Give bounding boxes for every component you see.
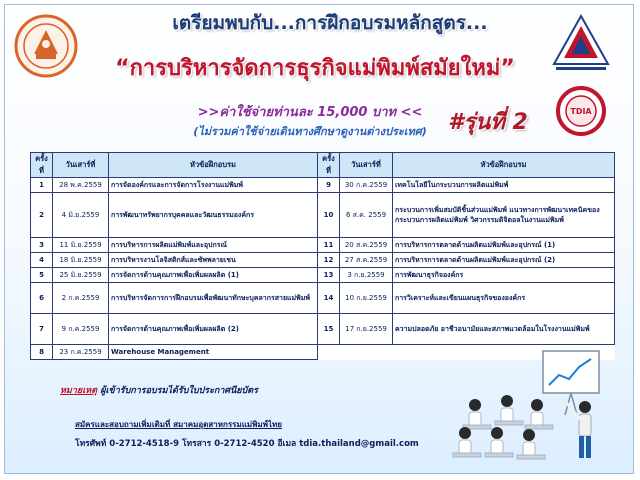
price-note: (ไม่รวมค่าใช้จ่ายเดินทางศึกษาดูงานต่างประเทศ) xyxy=(193,125,427,138)
col-header-topic: หัวข้อฝึกอบรม xyxy=(109,153,318,178)
session-number: 8 xyxy=(31,345,53,360)
col-header-date: วันเสาร์ที่ xyxy=(340,153,393,178)
col-header-date: วันเสาร์ที่ xyxy=(53,153,109,178)
session-date: 9 ก.ค.2559 xyxy=(53,314,109,345)
remark-text: ผู้เข้ารับการอบรมได้รับใบประกาศนียบัตร xyxy=(100,386,258,396)
session-topic: กระบวนการเพิ่มสมบัติชิ้นส่วนแม่พิมพ์ แนวทางการพัฒนาเทคนิคของกระบวนการผลิตแม่พิมพ์ วิศวกรรมดิจิตอลในงานแม่พิมพ์ xyxy=(393,193,615,238)
session-number: 12 xyxy=(318,253,340,268)
table-row xyxy=(31,314,615,345)
col-header-topic: หัวข้อฝึกอบรม xyxy=(393,153,615,178)
table-row xyxy=(31,238,615,253)
col-header-session: ครั้งที่ xyxy=(318,153,340,178)
session-date: 28 พ.ค.2559 xyxy=(53,178,109,193)
table-row xyxy=(31,268,615,283)
session-date: 18 มิ.ย.2559 xyxy=(53,253,109,268)
session-number: 14 xyxy=(318,283,340,314)
session-number: 13 xyxy=(318,268,340,283)
session-date: 6 ส.ค. 2559 xyxy=(340,193,393,238)
tdia-badge-icon xyxy=(556,86,606,136)
session-date: 20 ส.ค.2559 xyxy=(340,238,393,253)
session-number: 9 xyxy=(318,178,340,193)
institute-seal-logo xyxy=(14,14,78,78)
session-topic: Warehouse Management xyxy=(109,345,318,360)
session-number: 2 xyxy=(31,193,53,238)
session-number: 6 xyxy=(31,283,53,314)
session-number: 4 xyxy=(31,253,53,268)
session-topic: การพัฒนาทรัพยากรบุคคลและวัฒนธรรมองค์กร xyxy=(109,193,318,238)
contact-line: สมัครและสอบถามเพิ่มเติมที่ สมาคมอุตสาหกรรมแม่พิมพ์ไทย xyxy=(75,420,282,429)
association-triangle-logo xyxy=(550,12,612,74)
table-row xyxy=(31,283,615,314)
table-row xyxy=(31,193,615,238)
session-date: 11 มิ.ย.2559 xyxy=(53,238,109,253)
session-number: 10 xyxy=(318,193,340,238)
batch-number: #รุ่นที่ 2 xyxy=(448,110,528,135)
session-topic: การพัฒนาธุรกิจองค์กร xyxy=(393,268,615,283)
classroom-illustration xyxy=(445,345,610,465)
session-date: 3 ก.ย.2559 xyxy=(340,268,393,283)
session-date: 30 ก.ค.2559 xyxy=(340,178,393,193)
session-topic: การจัดการด้านคุณภาพเพื่อเพิ่มผลผลิต (2) xyxy=(109,314,318,345)
session-topic: การบริหารการตลาดด้านผลิตแม่พิมพ์และอุปกรณ์ (1) xyxy=(393,238,615,253)
empty-cell xyxy=(340,345,393,360)
session-topic: การบริหารจัดการการฝึกอบรมเพื่อพัฒนาทักษะบุคลากรสายแม่พิมพ์ xyxy=(109,283,318,314)
session-topic: การบริหารการตลาดด้านผลิตแม่พิมพ์และอุปกรณ์ (2) xyxy=(393,253,615,268)
session-date: 4 มิ.ย.2559 xyxy=(53,193,109,238)
session-topic: การบริหารการผลิตแม่พิมพ์และอุปกรณ์ xyxy=(109,238,318,253)
session-number: 1 xyxy=(31,178,53,193)
schedule-table xyxy=(30,152,615,360)
headline: เตรียมพบกับ...การฝึกอบรมหลักสูตร... xyxy=(172,12,488,34)
session-topic: การบริหารงานโลจิสติกส์และซัพพลายเชน xyxy=(109,253,318,268)
session-topic: เทคโนโลยีในกระบวนการผลิตแม่พิมพ์ xyxy=(393,178,615,193)
session-topic: การจัดการด้านคุณภาพเพื่อเพิ่มผลผลิต (1) xyxy=(109,268,318,283)
session-number: 11 xyxy=(318,238,340,253)
session-date: 27 ส.ค.2559 xyxy=(340,253,393,268)
remark-label: หมายเหตุ xyxy=(60,386,98,396)
table-header-row xyxy=(31,153,615,178)
session-date: 10 ก.ย.2559 xyxy=(340,283,393,314)
table-row xyxy=(31,178,615,193)
session-date: 23 ก.ค.2559 xyxy=(53,345,109,360)
tdia-logo-text: TDIA xyxy=(570,107,592,116)
contact-details: โทรศัพท์ 0-2712-4518-9 โทรสาร 0-2712-4520 อีเมล tdia.thailand@gmail.com xyxy=(75,439,419,449)
session-topic: การจัดองค์กรและการจัดการโรงงานแม่พิมพ์ xyxy=(109,178,318,193)
session-topic: ความปลอดภัย อาชีวอนามัยและสภาพแวดล้อมในโรงงานแม่พิมพ์ xyxy=(393,314,615,345)
course-title: “การบริหารจัดการธุรกิจแม่พิมพ์สมัยใหม่” xyxy=(115,56,515,81)
session-date: 25 มิ.ย.2559 xyxy=(53,268,109,283)
session-number: 15 xyxy=(318,314,340,345)
session-number: 7 xyxy=(31,314,53,345)
table-row xyxy=(31,253,615,268)
session-date: 17 ก.ย.2559 xyxy=(340,314,393,345)
session-number: 3 xyxy=(31,238,53,253)
session-topic: การวิเคราะห์และเขียนแผนธุรกิจขององค์กร xyxy=(393,283,615,314)
tdia-logo xyxy=(556,86,606,136)
empty-cell xyxy=(318,345,340,360)
session-number: 5 xyxy=(31,268,53,283)
remark xyxy=(60,383,258,397)
col-header-session: ครั้งที่ xyxy=(31,153,53,178)
price-text: >>ค่าใช้จ่ายท่านละ 15,000 บาท << xyxy=(197,105,423,120)
session-date: 2 ก.ค.2559 xyxy=(53,283,109,314)
